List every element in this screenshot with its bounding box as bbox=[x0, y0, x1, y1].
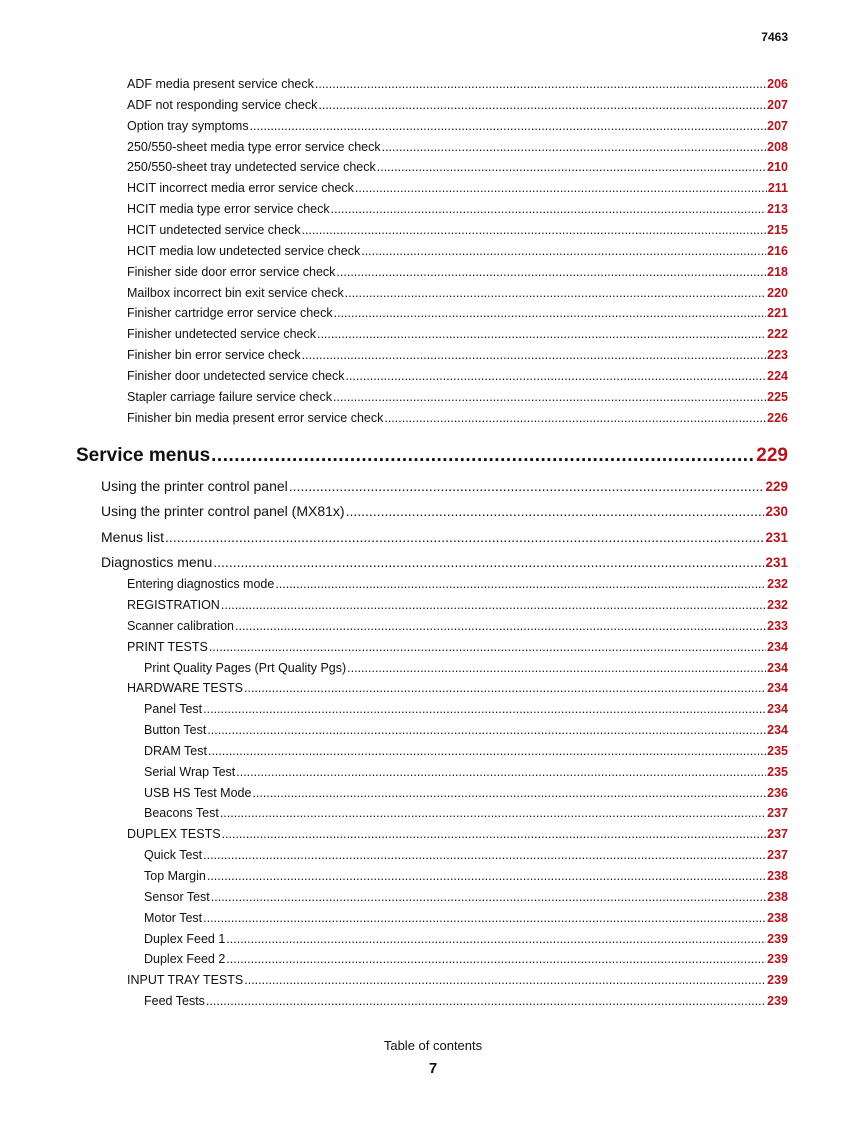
toc-entry[interactable] bbox=[127, 140, 788, 154]
toc-entry-page-link[interactable]: 234 bbox=[767, 639, 788, 654]
toc-entry[interactable] bbox=[144, 994, 788, 1008]
toc-entry[interactable] bbox=[127, 244, 788, 258]
toc-dot-leader bbox=[250, 119, 767, 133]
toc-entry-title: Service menus bbox=[76, 444, 211, 466]
toc-entry-page-link[interactable]: 234 bbox=[767, 660, 788, 675]
toc-dot-leader bbox=[377, 160, 766, 174]
toc-entry-title: Quick Test bbox=[144, 848, 203, 863]
toc-entry-page-link[interactable]: 208 bbox=[767, 139, 788, 154]
toc-entry[interactable] bbox=[144, 786, 788, 800]
toc-dot-leader bbox=[317, 327, 766, 341]
toc-entry-title: ADF media present service check bbox=[127, 77, 314, 91]
toc-dot-leader bbox=[203, 702, 766, 716]
toc-dot-leader bbox=[345, 286, 766, 300]
toc-entry-title: HCIT incorrect media error service check bbox=[127, 181, 354, 196]
toc-entry-page-link[interactable]: 238 bbox=[767, 889, 788, 904]
toc-entry-title: DRAM Test bbox=[144, 743, 207, 758]
footer-page-number: 7 bbox=[428, 1060, 438, 1077]
toc-entry[interactable] bbox=[101, 503, 788, 519]
toc-entry-page-link[interactable]: 215 bbox=[767, 222, 788, 237]
toc-entry[interactable] bbox=[127, 181, 788, 195]
toc-entry[interactable] bbox=[127, 681, 788, 695]
toc-entry-title: Motor Test bbox=[144, 910, 203, 925]
toc-entry-page-link[interactable]: 226 bbox=[767, 410, 788, 425]
toc-entry-title: USB HS Test Mode bbox=[144, 785, 252, 800]
toc-entry-page-link[interactable]: 234 bbox=[767, 681, 788, 696]
toc-dot-leader bbox=[345, 369, 766, 383]
toc-entry-page-link[interactable]: 237 bbox=[767, 827, 788, 842]
toc-entry[interactable] bbox=[127, 160, 788, 174]
toc-dot-leader bbox=[318, 98, 766, 112]
toc-entry-title: 250/550-sheet media type error service check bbox=[127, 139, 381, 154]
toc-entry[interactable] bbox=[127, 223, 788, 237]
toc-dot-leader bbox=[220, 806, 766, 820]
toc-entry[interactable] bbox=[144, 952, 788, 966]
toc-dot-leader bbox=[331, 202, 767, 216]
toc-dot-leader bbox=[347, 661, 766, 675]
toc-entry-title: Mailbox incorrect bin exit service check bbox=[127, 285, 344, 300]
toc-dot-leader bbox=[361, 244, 766, 258]
toc-entry[interactable] bbox=[101, 529, 788, 545]
toc-entry[interactable] bbox=[127, 327, 788, 341]
toc-entry-title: DUPLEX TESTS bbox=[127, 827, 221, 842]
toc-dot-leader bbox=[336, 265, 766, 279]
toc-entry-page-link[interactable]: 230 bbox=[765, 504, 788, 520]
toc-dot-leader bbox=[275, 577, 766, 591]
toc-dot-leader bbox=[244, 681, 766, 695]
toc-entry-title: 250/550-sheet tray undetected service check bbox=[127, 160, 376, 175]
toc-entry[interactable] bbox=[127, 973, 788, 987]
toc-entry-title: Entering diagnostics mode bbox=[127, 577, 275, 592]
toc-entry[interactable] bbox=[144, 765, 788, 779]
toc-entry[interactable] bbox=[127, 348, 788, 362]
toc-entry-page-link[interactable]: 216 bbox=[767, 243, 788, 258]
toc-entry[interactable] bbox=[127, 598, 788, 612]
toc-dot-leader bbox=[355, 181, 767, 195]
toc-dot-leader bbox=[382, 140, 767, 154]
toc-entry[interactable] bbox=[144, 848, 788, 862]
toc-entry-page-link[interactable]: 234 bbox=[767, 702, 788, 717]
toc-entry-title: Serial Wrap Test bbox=[144, 764, 236, 779]
toc-entry[interactable] bbox=[144, 890, 788, 904]
toc-entry-title: Feed Tests bbox=[144, 994, 205, 1009]
toc-entry-title: INPUT TRAY TESTS bbox=[127, 973, 244, 988]
toc-entry[interactable] bbox=[127, 202, 788, 216]
toc-entry-page-link[interactable]: 239 bbox=[767, 973, 788, 988]
toc-entry-page-link[interactable]: 237 bbox=[767, 806, 788, 821]
toc-entry[interactable] bbox=[144, 806, 788, 820]
toc-entry-title: HARDWARE TESTS bbox=[127, 681, 243, 696]
toc-dot-leader bbox=[203, 848, 766, 862]
toc-entry-title: Menus list bbox=[101, 528, 165, 545]
toc-entry-title: Option tray symptoms bbox=[127, 118, 249, 133]
toc-entry-title: PRINT TESTS bbox=[127, 639, 208, 654]
toc-entry-title: Using the printer control panel (MX81x) bbox=[101, 503, 345, 520]
toc-entry-title: ADF not responding service check bbox=[127, 97, 318, 112]
toc-dot-leader bbox=[203, 911, 766, 925]
toc-entry-title: Finisher bin error service check bbox=[127, 348, 301, 363]
toc-entry[interactable] bbox=[144, 661, 788, 675]
toc-dot-leader bbox=[244, 973, 766, 987]
toc-entry-page-link[interactable]: 235 bbox=[767, 764, 788, 779]
toc-entry-page-link[interactable]: 231 bbox=[765, 529, 788, 545]
toc-entry[interactable] bbox=[127, 640, 788, 654]
toc-entry-title: Stapler carriage failure service check bbox=[127, 389, 332, 404]
toc-entry-title: HCIT undetected service check bbox=[127, 222, 301, 237]
toc-entry-page-link[interactable]: 229 bbox=[756, 444, 788, 466]
toc-entry[interactable] bbox=[127, 77, 788, 91]
toc-entry[interactable] bbox=[144, 744, 788, 758]
toc-entry-page-link[interactable]: 232 bbox=[767, 597, 788, 612]
toc-entry-title: Panel Test bbox=[144, 702, 203, 717]
toc-entry-title: Using the printer control panel bbox=[101, 477, 288, 494]
footer-section-title: Table of contents bbox=[383, 1038, 483, 1053]
toc-entry[interactable] bbox=[127, 619, 788, 633]
toc-entry-page-link[interactable]: 211 bbox=[767, 181, 788, 196]
toc-dot-leader bbox=[333, 390, 766, 404]
toc-entry-title: Scanner calibration bbox=[127, 618, 235, 633]
toc-entry-page-link[interactable]: 218 bbox=[767, 264, 788, 279]
toc-dot-leader bbox=[211, 445, 755, 467]
toc-entry[interactable] bbox=[144, 911, 788, 925]
toc-entry-title: Sensor Test bbox=[144, 889, 210, 904]
toc-entry-title: Duplex Feed 1 bbox=[144, 931, 226, 946]
toc-dot-leader bbox=[236, 765, 766, 779]
toc-dot-leader bbox=[221, 598, 766, 612]
toc-entry[interactable] bbox=[127, 369, 788, 383]
toc-entry[interactable] bbox=[144, 723, 788, 737]
toc-entry-page-link[interactable]: 238 bbox=[767, 869, 788, 883]
toc-entry-page-link[interactable]: 239 bbox=[767, 952, 788, 967]
toc-entry-title: Beacons Test bbox=[144, 806, 219, 821]
toc-entry[interactable] bbox=[127, 306, 788, 320]
toc-entry-page-link[interactable]: 231 bbox=[765, 555, 788, 571]
toc-dot-leader bbox=[226, 952, 766, 966]
toc-entry[interactable] bbox=[101, 554, 788, 570]
toc-entry-page-link[interactable]: 223 bbox=[767, 348, 788, 363]
toc-entry-title: Print Quality Pages (Prt Quality Pgs) bbox=[144, 660, 347, 675]
toc-entry-page-link[interactable]: 233 bbox=[767, 618, 788, 633]
toc-dot-leader bbox=[315, 77, 766, 91]
toc-dot-leader bbox=[384, 411, 766, 425]
toc-entry[interactable] bbox=[127, 390, 788, 404]
toc-entry-page-link[interactable]: 234 bbox=[767, 723, 788, 738]
toc-entry-page-link[interactable]: 210 bbox=[767, 160, 788, 175]
toc-dot-leader bbox=[289, 478, 765, 494]
toc-entry-page-link[interactable]: 232 bbox=[767, 577, 788, 592]
toc-dot-leader bbox=[346, 503, 765, 519]
toc-entry-page-link[interactable]: 237 bbox=[767, 848, 788, 863]
toc-entry-page-link[interactable]: 238 bbox=[767, 910, 788, 925]
toc-entry[interactable] bbox=[144, 702, 788, 716]
header-model-number: 7463 bbox=[761, 30, 788, 44]
toc-entry-title: Button Test bbox=[144, 723, 207, 738]
toc-entry-page-link[interactable]: 224 bbox=[767, 368, 788, 383]
toc-entry[interactable] bbox=[127, 411, 788, 425]
toc-entry-page-link[interactable]: 220 bbox=[767, 285, 788, 300]
toc-entry[interactable] bbox=[144, 932, 788, 946]
toc-entry-page-link[interactable]: 235 bbox=[767, 743, 788, 758]
toc-entry-page-link[interactable]: 229 bbox=[765, 478, 788, 494]
toc-entry[interactable] bbox=[127, 119, 788, 133]
toc-entry-title: HCIT media low undetected service check bbox=[127, 243, 361, 258]
toc-entry-title: Finisher side door error service check bbox=[127, 264, 336, 279]
toc-entry-title: Top Margin bbox=[144, 869, 206, 883]
toc-entry-page-link[interactable]: 213 bbox=[767, 202, 788, 217]
toc-dot-leader bbox=[301, 223, 766, 237]
toc-entry[interactable] bbox=[127, 286, 788, 300]
toc-dot-leader bbox=[213, 554, 764, 570]
toc-entry[interactable] bbox=[76, 445, 788, 467]
toc-dot-leader bbox=[302, 348, 766, 362]
toc-entry-title: HCIT media type error service check bbox=[127, 202, 330, 217]
toc-dot-leader bbox=[235, 619, 766, 633]
toc-dot-leader bbox=[222, 827, 767, 841]
toc-dot-leader bbox=[206, 994, 766, 1008]
toc-entry-title: Finisher cartridge error service check bbox=[127, 306, 333, 321]
toc-dot-leader bbox=[207, 869, 766, 883]
toc-entry-title: Finisher undetected service check bbox=[127, 327, 316, 342]
toc-entry[interactable] bbox=[127, 577, 788, 591]
toc-entry-page-link[interactable]: 225 bbox=[767, 389, 788, 404]
toc-entry-page-link[interactable]: 236 bbox=[767, 785, 788, 800]
toc-entry-page-link[interactable]: 239 bbox=[767, 994, 788, 1009]
toc-entry-page-link[interactable]: 221 bbox=[767, 306, 788, 321]
toc-dot-leader bbox=[207, 723, 766, 737]
toc-entry[interactable] bbox=[127, 265, 788, 279]
toc-entry[interactable] bbox=[127, 827, 788, 841]
toc-dot-leader bbox=[209, 640, 766, 654]
toc-entry-title: Finisher bin media present error service check bbox=[127, 410, 384, 425]
toc-entry[interactable] bbox=[101, 478, 788, 494]
toc-dot-leader bbox=[165, 529, 764, 545]
toc-dot-leader bbox=[226, 932, 766, 946]
toc-entry-page-link[interactable]: 222 bbox=[767, 327, 788, 342]
toc-entry-title: REGISTRATION bbox=[127, 597, 220, 612]
toc-dot-leader bbox=[252, 786, 766, 800]
toc-entry-page-link[interactable]: 207 bbox=[767, 118, 788, 133]
toc-dot-leader bbox=[211, 890, 766, 904]
toc-dot-leader bbox=[208, 744, 766, 758]
toc-entry-title: Diagnostics menu bbox=[101, 554, 213, 571]
toc-entry[interactable] bbox=[127, 98, 788, 112]
toc-entry-page-link[interactable]: 239 bbox=[767, 931, 788, 946]
toc-dot-leader bbox=[334, 306, 767, 320]
toc-entry-title: Finisher door undetected service check bbox=[127, 368, 345, 383]
toc-entry-page-link[interactable]: 206 bbox=[767, 77, 788, 91]
toc-entry-page-link[interactable]: 207 bbox=[767, 97, 788, 112]
toc-entry-title: Duplex Feed 2 bbox=[144, 952, 226, 967]
toc-entry[interactable] bbox=[144, 869, 788, 883]
